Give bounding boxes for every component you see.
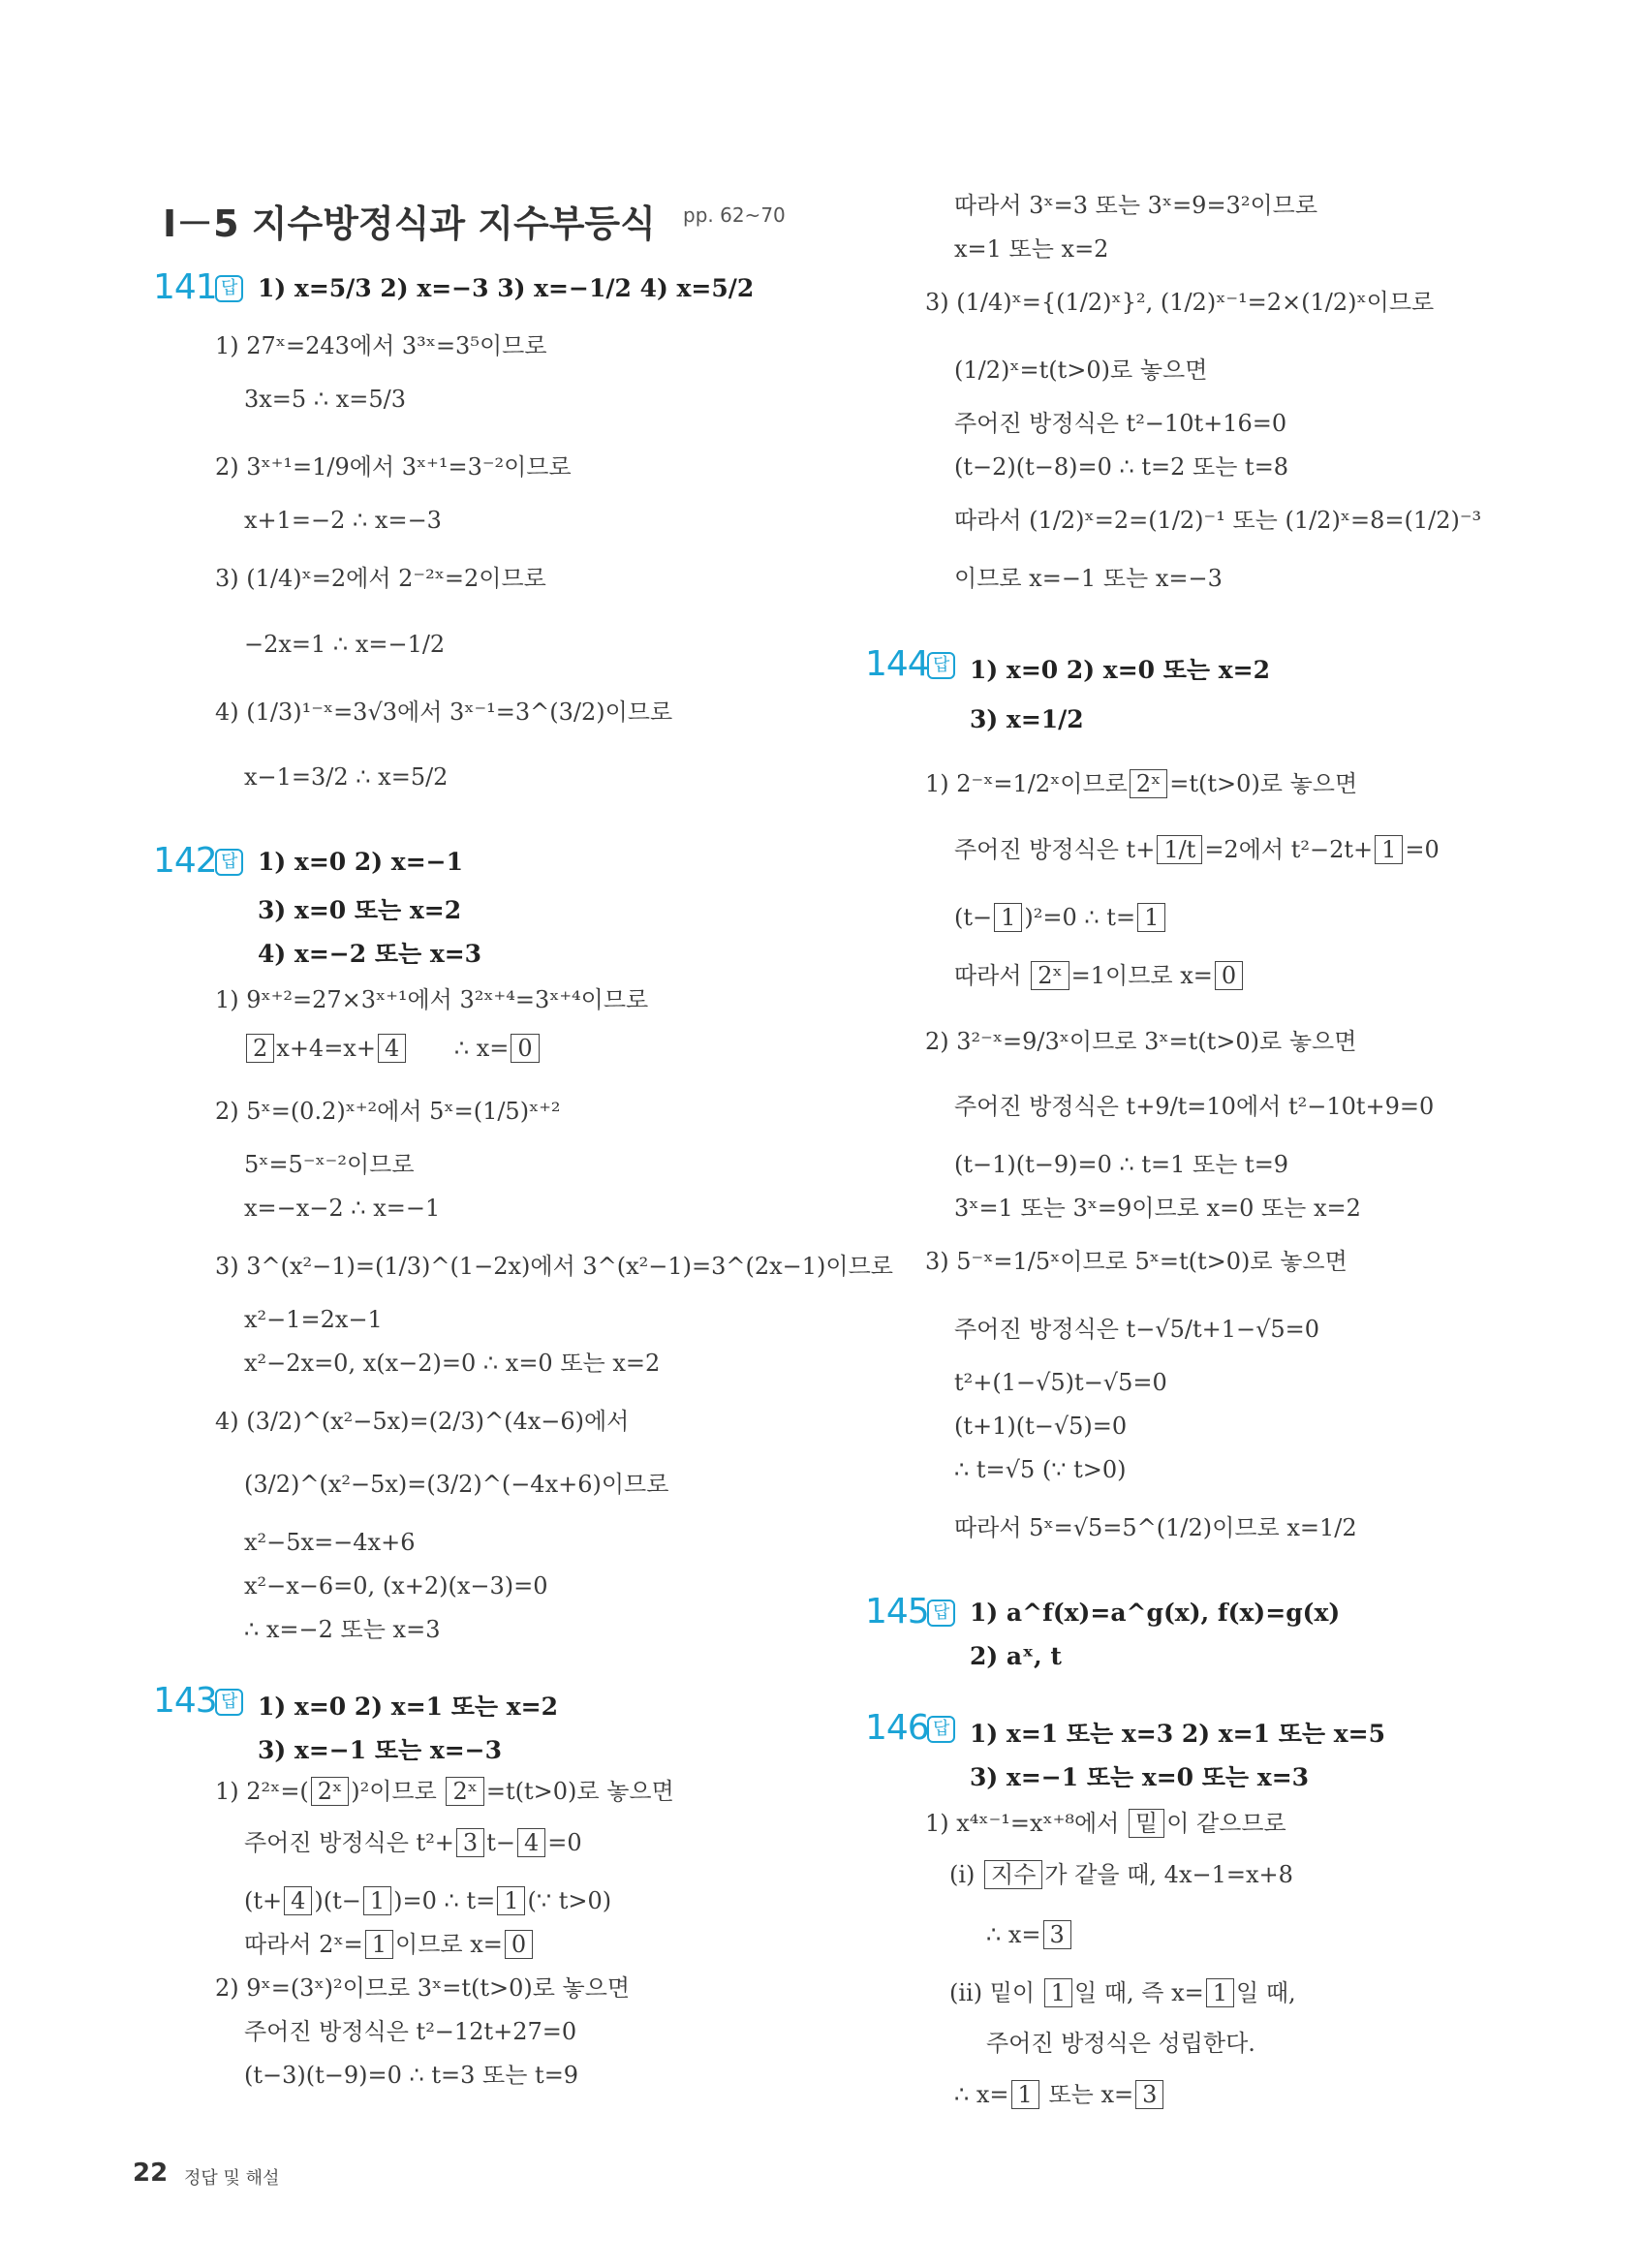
- answer-line: 2) aˣ, t: [970, 1642, 1062, 1670]
- solution-line: t²+(1−√5)t−√5=0: [954, 1369, 1167, 1396]
- solution-line: x+1=−2 ∴ x=−3: [244, 507, 442, 534]
- answer-badge: 답: [215, 849, 243, 876]
- answer-box: 4: [378, 1034, 406, 1063]
- solution-line: [949, 1858, 1293, 1891]
- answer-line: 3) x=1/2: [970, 705, 1084, 733]
- answer-box: 1: [1011, 2080, 1039, 2109]
- expr-text: =0: [1405, 836, 1440, 863]
- solution-line: [244, 1928, 535, 1961]
- answer-box: 2ˣ: [1031, 961, 1069, 990]
- answer-box: 2ˣ: [1130, 769, 1167, 798]
- solution-line: 주어진 방정식은 t−√5/t+1−√5=0: [954, 1316, 1320, 1343]
- answer-box: 2: [246, 1034, 274, 1063]
- expr-text: 주어진 방정식은 t²+: [244, 1829, 454, 1856]
- solution-line: 1) 27ˣ=243에서 3³ˣ=3⁵이므로: [215, 332, 547, 359]
- solution-line: x=1 또는 x=2: [954, 235, 1109, 263]
- expr-text: (t−: [954, 904, 993, 931]
- answer-box: 1/t: [1157, 835, 1202, 864]
- solution-line: [954, 959, 1245, 992]
- expr-text: 또는 x=: [1048, 2081, 1134, 2108]
- solution-line: 주어진 방정식은 t+9/t=10에서 t²−10t+9=0: [954, 1093, 1435, 1120]
- answer-box: 지수: [984, 1860, 1042, 1889]
- expr-text: 가 같을 때, 4x−1=x+8: [1044, 1861, 1293, 1888]
- solution-line: x²−2x=0, x(x−2)=0 ∴ x=0 또는 x=2: [244, 1350, 661, 1377]
- expr-text: =t(t>0)로 놓으면: [1169, 770, 1358, 797]
- solution-line: (t−3)(t−9)=0 ∴ t=3 또는 t=9: [244, 2062, 579, 2089]
- answer-badge: 답: [927, 652, 955, 679]
- answer-box: 0: [1215, 961, 1243, 990]
- solution-line: [244, 1884, 611, 1917]
- answer-badge: 답: [215, 1689, 243, 1716]
- expr-text: )²이므로: [351, 1778, 437, 1805]
- problem-number: 146: [865, 1708, 929, 1748]
- solution-line: 2) 3ˣ⁺¹=1/9에서 3ˣ⁺¹=3⁻²이므로: [215, 453, 572, 481]
- solution-line: ∴ x=−2 또는 x=3: [244, 1616, 441, 1643]
- expr-text: x+4=x+: [276, 1035, 376, 1062]
- solution-line: (t+1)(t−√5)=0: [954, 1413, 1128, 1440]
- solution-line: 따라서 (1/2)ˣ=2=(1/2)⁻¹ 또는 (1/2)ˣ=8=(1/2)⁻³: [954, 507, 1482, 534]
- answer-line: 1) x=5/3 2) x=−3 3) x=−1/2 4) x=5/2: [258, 274, 755, 302]
- answer-line: 1) x=1 또는 x=3 2) x=1 또는 x=5: [970, 1720, 1385, 1748]
- answer-badge: 답: [215, 275, 243, 302]
- problem-number: 142: [153, 841, 217, 881]
- solution-line: x²−5x=−4x+6: [244, 1529, 416, 1556]
- section-pages: pp. 62~70: [683, 203, 786, 227]
- solution-line: −2x=1 ∴ x=−1/2: [244, 631, 446, 658]
- solution-line: 3) 5⁻ˣ=1/5ˣ이므로 5ˣ=t(t>0)로 놓으면: [925, 1248, 1348, 1275]
- solution-line: 주어진 방정식은 t²−10t+16=0: [954, 410, 1287, 437]
- answer-line: 1) a^f(x)=a^g(x), f(x)=g(x): [970, 1599, 1341, 1627]
- answer-box: 1: [1044, 1978, 1072, 2007]
- expr-text: =2에서 t²−2t+: [1204, 836, 1374, 863]
- solution-line: [954, 2078, 1165, 2111]
- answer-box: 3: [456, 1828, 484, 1857]
- expr-text: (ⅱ) 밑이: [949, 1979, 1036, 2006]
- answer-box: 3: [1043, 1920, 1071, 1949]
- solution-line: 이므로 x=−1 또는 x=−3: [954, 565, 1223, 592]
- expr-text: (∵ t>0): [527, 1887, 612, 1914]
- solution-line: [954, 901, 1167, 934]
- problem-number: 141: [153, 267, 217, 307]
- answer-line: 1) x=0 2) x=−1: [258, 848, 463, 876]
- solution-line: 4) (1/3)¹⁻ˣ=3√3에서 3ˣ⁻¹=3^(3/2)이므로: [215, 699, 673, 726]
- expr-text: 따라서: [954, 962, 1022, 989]
- answer-line: 4) x=−2 또는 x=3: [258, 940, 482, 968]
- solution-line: x²−1=2x−1: [244, 1306, 383, 1333]
- solution-line: 5ˣ=5⁻ˣ⁻²이므로: [244, 1151, 415, 1178]
- solution-line: 따라서 3ˣ=3 또는 3ˣ=9=3²이므로: [954, 192, 1317, 219]
- solution-line: [986, 1918, 1073, 1951]
- problem-number: 144: [865, 644, 929, 684]
- expr-text: 따라서 2ˣ=: [244, 1931, 363, 1958]
- answer-box: 1: [1137, 903, 1165, 932]
- answer-box: 0: [511, 1034, 539, 1063]
- solution-line: 2) 5ˣ=(0.2)ˣ⁺²에서 5ˣ=(1/5)ˣ⁺²: [215, 1098, 561, 1125]
- solution-line: 주어진 방정식은 성립한다.: [986, 2030, 1255, 2057]
- expr-text: 주어진 방정식은 t+: [954, 836, 1156, 863]
- answer-badge: 답: [927, 1716, 955, 1743]
- answer-badge: 답: [927, 1600, 955, 1627]
- section-title: Ⅰ－5 지수방정식과 지수부등식: [163, 202, 656, 245]
- solution-line: 1) 9ˣ⁺²=27×3ˣ⁺¹에서 3²ˣ⁺⁴=3ˣ⁺⁴이므로: [215, 986, 649, 1013]
- answer-box: 2ˣ: [446, 1777, 483, 1806]
- solution-line: [925, 1807, 1286, 1840]
- expr-text: 일 때,: [1236, 1979, 1296, 2006]
- answer-box: 1: [363, 1886, 391, 1915]
- expr-text: 1) x⁴ˣ⁻¹=xˣ⁺⁸에서: [925, 1810, 1120, 1837]
- answer-box: 1: [497, 1886, 525, 1915]
- expr-text: 1) 2²ˣ=(: [215, 1778, 309, 1805]
- solution-line: ∴ t=√5 (∵ t>0): [954, 1456, 1127, 1483]
- solution-line: 3) 3^(x²−1)=(1/3)^(1−2x)에서 3^(x²−1)=3^(2x−1)이므로: [215, 1253, 893, 1280]
- solution-line: x=−x−2 ∴ x=−1: [244, 1195, 441, 1222]
- solution-line: 3x=5 ∴ x=5/3: [244, 386, 406, 413]
- answer-line: 3) x=−1 또는 x=−3: [258, 1736, 503, 1764]
- answer-line: 3) x=0 또는 x=2: [258, 896, 462, 924]
- expr-text: =0: [547, 1829, 582, 1856]
- solution-line: 3) (1/4)ˣ={(1/2)ˣ}², (1/2)ˣ⁻¹=2×(1/2)ˣ이므로: [925, 289, 1435, 316]
- expr-text: ∴ x=: [954, 2081, 1009, 2108]
- solution-line: [215, 1775, 674, 1808]
- answer-box: 1: [1206, 1978, 1234, 2007]
- footer-label: 정답 및 해설: [184, 2168, 280, 2189]
- answer-box: 밑: [1129, 1809, 1164, 1838]
- answer-box: 2ˣ: [311, 1777, 349, 1806]
- expr-text: 1) 2⁻ˣ=1/2ˣ이므로: [925, 770, 1128, 797]
- answer-line: 1) x=0 2) x=1 또는 x=2: [258, 1693, 559, 1721]
- answer-box: 4: [284, 1886, 312, 1915]
- solution-line: 2) 9ˣ=(3ˣ)²이므로 3ˣ=t(t>0)로 놓으면: [215, 1974, 631, 2002]
- solution-line: 2) 3²⁻ˣ=9/3ˣ이므로 3ˣ=t(t>0)로 놓으면: [925, 1028, 1357, 1055]
- solution-line: (t−2)(t−8)=0 ∴ t=2 또는 t=8: [954, 453, 1289, 481]
- solution-line: 따라서 5ˣ=√5=5^(1/2)이므로 x=1/2: [954, 1514, 1357, 1541]
- expr-text: ∴ x=: [453, 1035, 510, 1062]
- expr-text: )²=0 ∴ t=: [1024, 904, 1136, 931]
- solution-line: 주어진 방정식은 t²−12t+27=0: [244, 2018, 577, 2045]
- solution-line: [925, 767, 1357, 800]
- expr-text: =1이므로 x=: [1070, 962, 1213, 989]
- expr-text: t−: [486, 1829, 515, 1856]
- solution-line: x−1=3/2 ∴ x=5/2: [244, 763, 449, 791]
- answer-box: 1: [365, 1930, 393, 1959]
- problem-number: 143: [153, 1681, 217, 1721]
- answer-line: 3) x=−1 또는 x=0 또는 x=3: [970, 1763, 1310, 1791]
- answer-line: 1) x=0 2) x=0 또는 x=2: [970, 656, 1271, 684]
- problem-number: 145: [865, 1592, 929, 1631]
- page-number: 22: [133, 2159, 169, 2188]
- solution-line: [244, 1032, 542, 1065]
- solution-line: (1/2)ˣ=t(t>0)로 놓으면: [954, 357, 1208, 384]
- solution-line: 3) (1/4)ˣ=2에서 2⁻²ˣ=2이므로: [215, 565, 546, 592]
- solution-line: [954, 833, 1440, 866]
- answer-box: 4: [517, 1828, 545, 1857]
- expr-text: 이 같으므로: [1166, 1810, 1286, 1837]
- answer-box: 3: [1135, 2080, 1163, 2109]
- answer-box: 1: [994, 903, 1022, 932]
- solution-line: x²−x−6=0, (x+2)(x−3)=0: [244, 1572, 548, 1600]
- solution-line: [949, 1976, 1296, 2009]
- answer-box: 1: [1375, 835, 1403, 864]
- expr-text: 이므로 x=: [395, 1931, 503, 1958]
- solution-line: (t−1)(t−9)=0 ∴ t=1 또는 t=9: [954, 1151, 1289, 1178]
- expr-text: =t(t>0)로 놓으면: [485, 1778, 674, 1805]
- expr-text: (ⅰ): [949, 1861, 976, 1888]
- expr-text: )=0 ∴ t=: [393, 1887, 496, 1914]
- solution-line: (3/2)^(x²−5x)=(3/2)^(−4x+6)이므로: [244, 1471, 669, 1498]
- expr-text: (t+: [244, 1887, 283, 1914]
- solution-line: 4) (3/2)^(x²−5x)=(2/3)^(4x−6)에서: [215, 1408, 630, 1435]
- expr-text: )(t−: [314, 1887, 361, 1914]
- solution-line: [244, 1826, 582, 1859]
- answer-box: 0: [505, 1930, 533, 1959]
- solution-line: 3ˣ=1 또는 3ˣ=9이므로 x=0 또는 x=2: [954, 1195, 1361, 1222]
- expr-text: ∴ x=: [986, 1921, 1041, 1948]
- expr-text: 일 때, 즉 x=: [1074, 1979, 1204, 2006]
